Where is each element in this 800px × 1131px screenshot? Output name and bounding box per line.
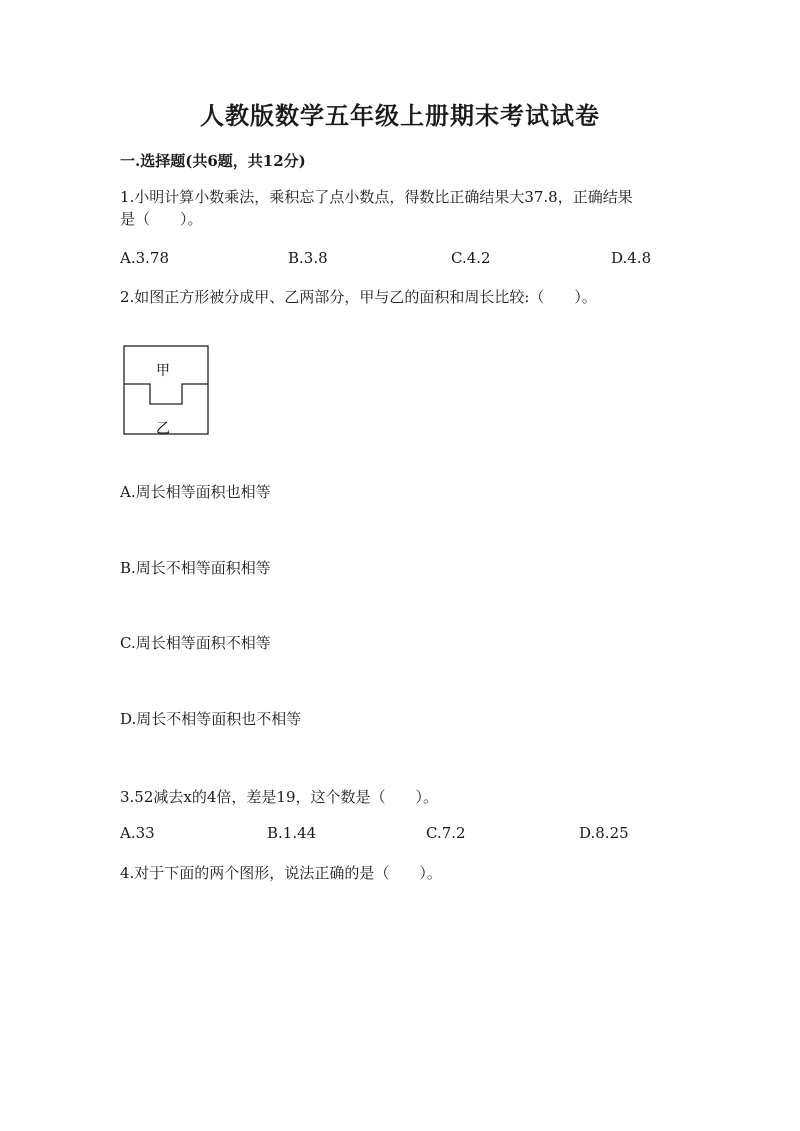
q3-option-b[interactable]: B.1.44 <box>267 824 317 842</box>
question-1 <box>120 186 690 230</box>
q3-option-d[interactable]: D.8.25 <box>579 824 629 842</box>
q2-option-d[interactable]: D.周长不相等面积也不相等 <box>120 710 302 728</box>
figure-label-top: 甲 <box>156 363 170 379</box>
q1-option-b[interactable]: B.3.8 <box>288 249 328 267</box>
q3-option-c[interactable]: C.7.2 <box>426 824 466 842</box>
figure-dividing-line <box>124 384 208 404</box>
q3-option-a[interactable]: A.33 <box>120 824 155 842</box>
question-4: 4.对于下面的两个图形，说法正确的是（ ）。 <box>120 864 442 882</box>
page-title: 人教版数学五年级上册期末考试试卷 <box>200 101 600 130</box>
question-1-line-2: 是（ ）。 <box>120 210 203 228</box>
q2-option-c[interactable]: C.周长相等面积不相等 <box>120 634 271 652</box>
question-1-line-1: 1.小明计算小数乘法，乘积忘了点小数点，得数比正确结果大37.8，正确结果 <box>120 188 633 206</box>
q2-option-a[interactable]: A.周长相等面积也相等 <box>120 483 271 501</box>
section-heading: 一.选择题(共6题，共12分) <box>120 152 306 170</box>
q2-option-b[interactable]: B.周长不相等面积相等 <box>120 559 271 577</box>
q1-option-c[interactable]: C.4.2 <box>451 249 491 267</box>
square-partition-figure <box>122 344 212 440</box>
figure-label-bottom: 乙 <box>156 421 170 437</box>
q1-option-a[interactable]: A.3.78 <box>120 249 169 267</box>
question-3: 3.52减去x的4倍，差是19，这个数是（ ）。 <box>120 788 438 806</box>
q1-option-d[interactable]: D.4.8 <box>611 249 652 267</box>
question-2: 2.如图正方形被分成甲、乙两部分，甲与乙的面积和周长比较:（ ）。 <box>120 288 597 306</box>
